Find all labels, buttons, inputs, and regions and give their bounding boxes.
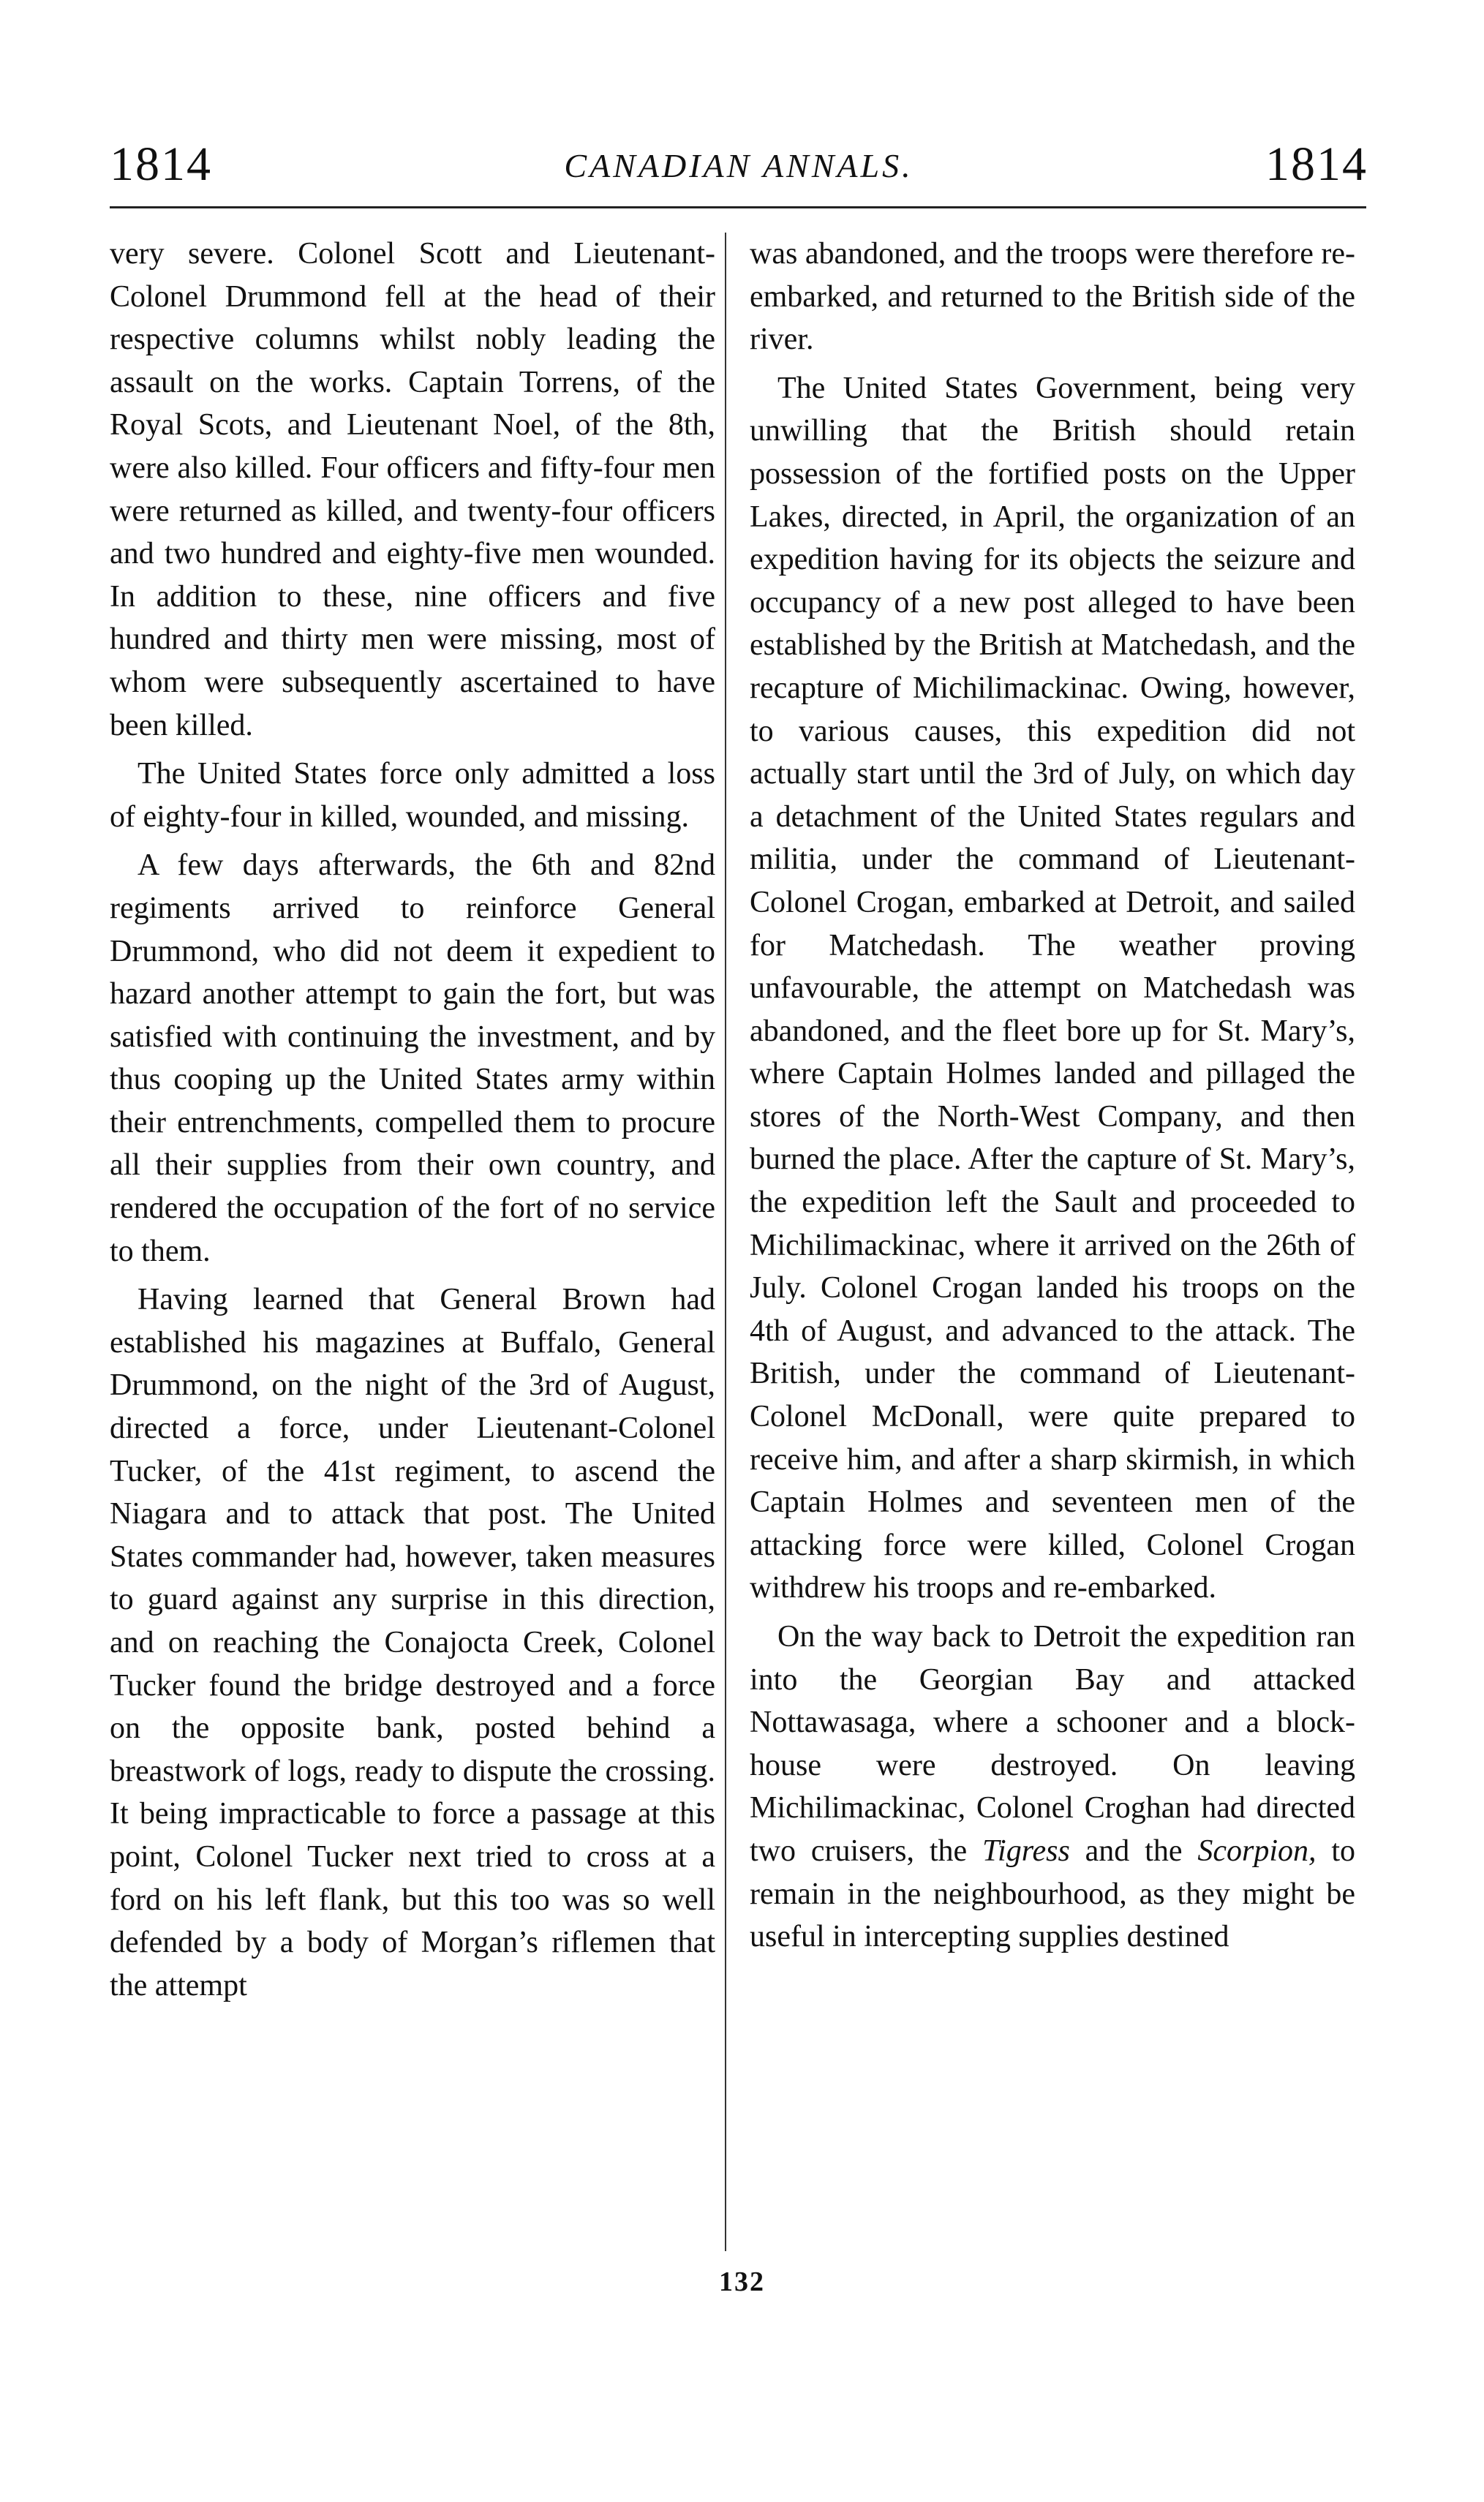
column-divider: [725, 233, 726, 2251]
text-run: and the: [1069, 1834, 1198, 1868]
right-column: [750, 233, 1355, 1964]
header-title: CANADIAN ANNALS.: [564, 147, 914, 184]
text-run: to remain in the neighbourhood, as they might be useful in intercepting supplies destined: [750, 1834, 1356, 1954]
paragraph: A few days afterwards, the 6th and 82nd regiments arrived to reinforce General Drummond, who did not deem it expedient to hazard another attempt to gain the fort, but was satisfied with continuing the investment, and by thus cooping up the United States army within their entrenchments, compelled them to procure all their supplies from their own country, and rendered the occupation of the fort of no service to them.: [110, 848, 715, 1268]
header-year-left: 1814: [110, 137, 212, 191]
header-year-right: 1814: [1265, 137, 1368, 191]
running-header: [110, 132, 1368, 197]
paragraph: was abandoned, and the troops were therefore re-embarked, and returned to the British side of the river.: [750, 237, 1355, 357]
ship-name-tigress: Tigress: [982, 1834, 1070, 1868]
paragraph: The United States force only admitted a loss of eighty-four in killed, wounded, and missing.: [110, 757, 715, 834]
header-rule: [110, 206, 1366, 208]
paragraph: [750, 1616, 1355, 1959]
paragraph: The United States Government, being very unwilling that the British should retain possession of the fortified posts on the Upper Lakes, directed, in April, the organization of an expedition having for its objects the seizure and occupancy of a new post alleged to have been established by the British at Matchedash, and the recapture of Michilimackinac. Owing, however, to various causes, this expedition did not actually start until the 3rd of July, on which day a detachment of the United States regulars and militia, under the command of Lieutenant-Colonel Crogan, embarked at Detroit, and sailed for Matchedash. The weather proving unfavourable, the attempt on Matchedash was abandoned, and the fleet bore up for St. Mary’s, where Captain Holmes landed and pillaged the stores of the North-West Company, and then burned the place. After the capture of St. Mary’s, the expedition left the Sault and proceeded to Michilimackinac, where it arrived on the 26th of July. Colonel Crogan landed his troops on the 4th of August, and advanced to the attack. The British, under the command of Lieutenant-Colonel McDonall, were quite prepared to receive him, and after a sharp skirmish, in which Captain Holmes and seventeen men of the attacking force were killed, Colonel Crogan withdrew his troops and re-embarked.: [750, 371, 1355, 1605]
text-run: On the way back to Detroit the expedition ran into the Georgian Bay and attacked Nottawasaga, where a schooner and a block-house were destroyed. On leaving Michilimackinac, Colonel Croghan had directed two cruisers, the: [750, 1620, 1355, 1868]
left-column: [110, 233, 715, 2013]
ship-name-scorpion: Scorpion,: [1197, 1834, 1317, 1868]
paragraph: Having learned that General Brown had established his magazines at Buffalo, General Drummond, on the night of the 3rd of August, directed a force, under Lieutenant-Colonel Tucker, of the 41st regiment, to ascend the Niagara and to attack that post. The United States commander had, however, taken measures to guard against any surprise in this direction, and on reaching the Conajocta Creek, Colonel Tucker found the bridge destroyed and a force on the opposite bank, posted behind a breastwork of logs, ready to dispute the crossing. It being impracticable to force a passage at this point, Colonel Tucker next tried to cross at a ford on his left flank, but this too was so well defended by a body of Morgan’s riflemen that the attempt: [110, 1283, 715, 2002]
paragraph: very severe. Colonel Scott and Lieutenant-Colonel Drummond fell at the head of their respective columns whilst nobly leading the assault on the works. Captain Torrens, of the Royal Scots, and Lieutenant Noel, of the 8th, were also killed. Four officers and fifty-four men were returned as killed, and twenty-four officers and two hundred and eighty-five men wounded. In addition to these, nine officers and five hundred and thirty men were missing, most of whom were subsequently ascertained to have been killed.: [110, 237, 715, 742]
page-number: 132: [719, 2267, 765, 2297]
